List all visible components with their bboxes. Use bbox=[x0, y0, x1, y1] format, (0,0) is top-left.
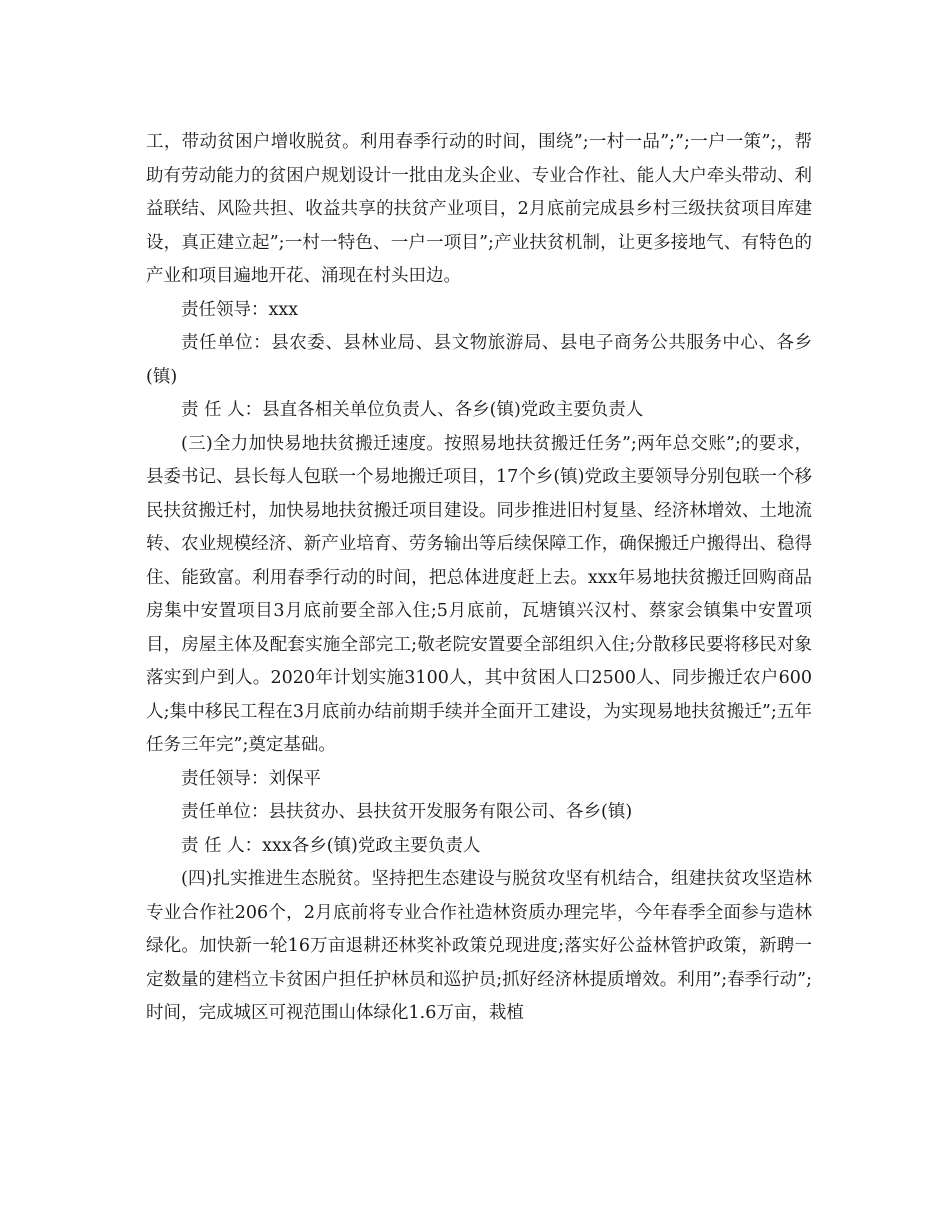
responsible-units-line: 责任单位：县扶贫办、县扶贫开发服务有限公司、各乡(镇) bbox=[181, 802, 633, 822]
section-four-paragraph: (四)扎实推进生态脱贫。坚持把生态建设与脱贫攻坚有机结合，组建扶贫攻坚造林专业合作社206个，2月底前将专业合作社造林资质办理完毕，今年春季全面参与造林绿化。加快新一轮16万亩退耕还林奖补政策兑现进度;落实好公益林管护政策，新聘一定数量的建档立卡贫困户担任护林员和巡护员;抓好经济林提质增效。利用”;春季行动”;时间，完成城区可视范围山体绿化1.6万亩，栽植 bbox=[146, 869, 812, 1023]
responsible-person-line: 责 任 人：xxx各乡(镇)党政主要负责人 bbox=[181, 835, 481, 856]
responsible-units-line: 责任单位：县农委、县林业局、县文物旅游局、县电子商务公共服务中心、各乡(镇) bbox=[146, 333, 812, 387]
responsible-leader-line: 责任领导：刘保平 bbox=[181, 768, 321, 789]
section-three-paragraph: (三)全力加快易地扶贫搬迁速度。按照易地扶贫搬迁任务”;两年总交账”;的要求，县委书记、县长每人包联一个易地搬迁项目，17个乡(镇)党政主要领导分别包联一个移民扶贫搬迁村，加快易地扶贫搬迁项目建设。同步推进旧村复垦、经济林增效、土地流转、农业规模经济、新产业培育、劳务输出等后续保障工作，确保搬迁户搬得出、稳得住、能致富。利用春季行动的时间，把总体进度赶上去。xxx年易地扶贫搬迁回购商品房集中安置项目3月底前要全部入住;5月底前，瓦塘镇兴汉村、蔡家会镇集中安置项目，房屋主体及配套实施全部完工;敬老院安置要全部组织入住;分散移民要将移民对象落实到户到人。2020年计划实施3100人，其中贫困人口2500人、同步搬迁农户600人;集中移民工程在3月底前办结前期手续并全面开工建设，为实现易地扶贫搬迁”;五年任务三年完”;奠定基础。 bbox=[146, 433, 812, 755]
paragraph-continuation: 工，带动贫困户增收脱贫。利用春季行动的时间，围绕”;一村一品”;”;一户一策”;，帮助有劳动能力的贫困户规划设计一批由龙头企业、专业合作社、能人大户牵头带动、利益联结、风险共担、收益共享的扶贫产业项目，2月底前完成县乡村三级扶贫项目库建设，真正建立起”;一村一特色、一户一项目”;产业扶贫机制，让更多接地气、有特色的产业和项目遍地开花、涌现在村头田边。 bbox=[146, 132, 812, 286]
responsible-leader-line: 责任领导：xxx bbox=[181, 299, 299, 320]
document-body bbox=[146, 126, 812, 1031]
responsible-person-line: 责 任 人：县直各相关单位负责人、各乡(镇)党政主要负责人 bbox=[181, 400, 644, 420]
